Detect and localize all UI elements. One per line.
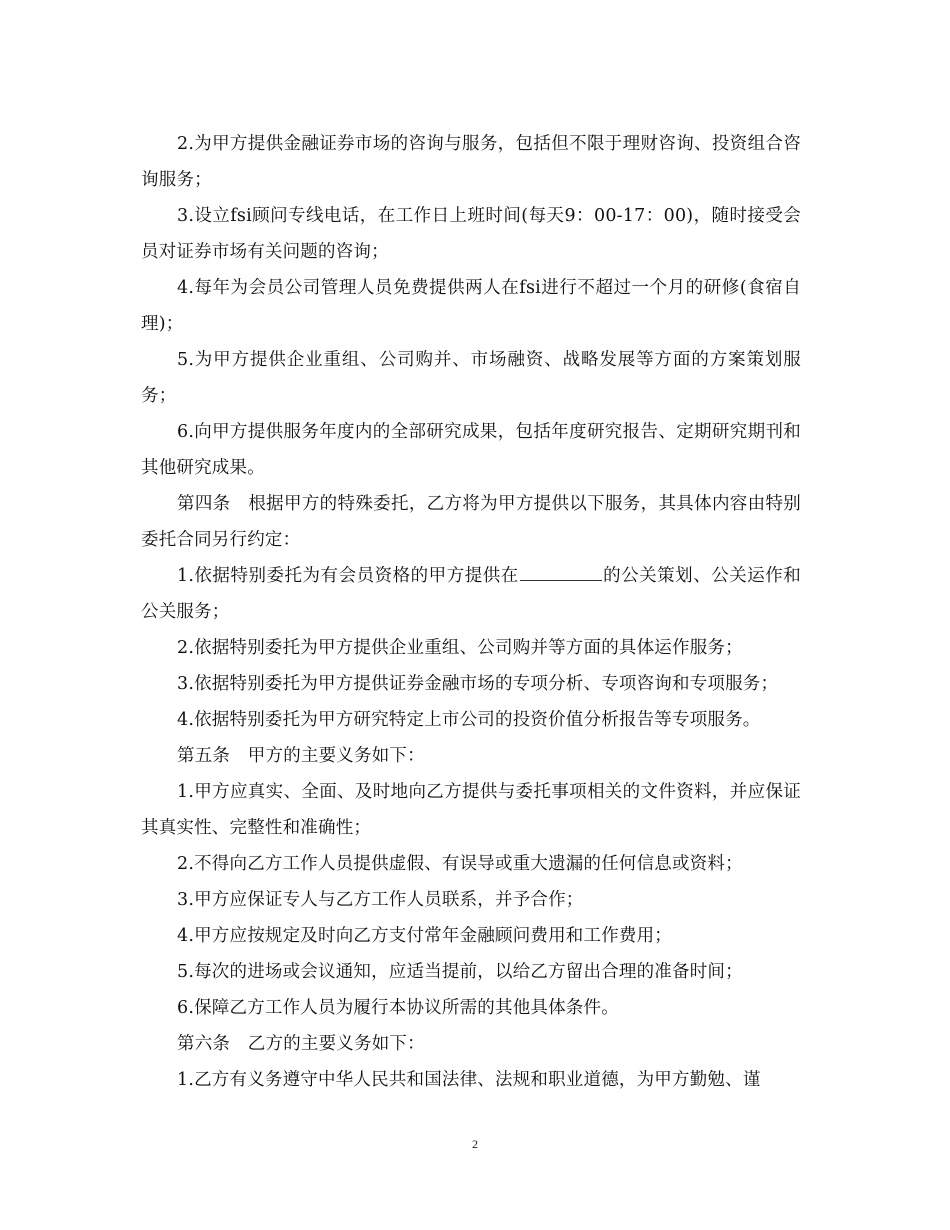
article-heading-6: 第六条 乙方的主要义务如下： <box>177 1034 425 1054</box>
paragraph: 6.保障乙方工作人员为履行本协议所需的其他具体条件。 <box>177 998 619 1018</box>
document-body <box>141 126 801 1098</box>
paragraph: 1.甲方应真实、全面、及时地向乙方提供与委托事项相关的文件资料，并应保证其真实性、完整性和准确性； <box>141 782 801 838</box>
paragraph: 3.依据特别委托为甲方提供证券金融市场的专项分析、专项咨询和专项服务； <box>177 674 779 694</box>
paragraph: 5.每次的进场或会议通知，应适当提前，以给乙方留出合理的准备时间； <box>177 962 743 982</box>
paragraph: 1.乙方有义务遵守中华人民共和国法律、法规和职业道德，为甲方勤勉、谨 <box>177 1070 761 1090</box>
paragraph: 2.为甲方提供金融证券市场的咨询与服务，包括但不限于理财咨询、投资组合咨询服务； <box>141 134 801 190</box>
blank-after-text: 的公关策划、公关运作和公关服务； <box>141 566 801 622</box>
paragraph-with-blank <box>141 558 801 630</box>
paragraph: 3.设立fsi顾问专线电话，在工作日上班时间(每天9：00-17：00)，随时接受会员对证券市场有关问题的咨询； <box>141 206 801 262</box>
article-heading-5: 第五条 甲方的主要义务如下： <box>177 746 425 766</box>
paragraph: 5.为甲方提供企业重组、公司购并、市场融资、战略发展等方面的方案策划服务； <box>141 350 801 406</box>
blank-before-text: 1.依据特别委托为有会员资格的甲方提供在 <box>177 566 519 586</box>
page-number: 2 <box>472 1137 478 1151</box>
paragraph: 4.依据特别委托为甲方研究特定上市公司的投资价值分析报告等专项服务。 <box>177 710 761 730</box>
article-heading-4: 第四条 根据甲方的特殊委托，乙方将为甲方提供以下服务，其具体内容由特别委托合同另行约定： <box>141 494 801 550</box>
paragraph: 6.向甲方提供服务年度内的全部研究成果，包括年度研究报告、定期研究期刊和其他研究成果。 <box>141 422 801 478</box>
paragraph: 2.依据特别委托为甲方提供企业重组、公司购并等方面的具体运作服务； <box>177 638 743 658</box>
fill-in-blank <box>520 564 602 581</box>
paragraph: 4.每年为会员公司管理人员免费提供两人在fsi进行不超过一个月的研修(食宿自理)； <box>141 278 801 334</box>
paragraph: 3.甲方应保证专人与乙方工作人员联系，并予合作； <box>177 890 584 910</box>
paragraph: 4.甲方应按规定及时向乙方支付常年金融顾问费用和工作费用； <box>177 926 672 946</box>
paragraph: 2.不得向乙方工作人员提供虚假、有误导或重大遗漏的任何信息或资料； <box>177 854 743 874</box>
